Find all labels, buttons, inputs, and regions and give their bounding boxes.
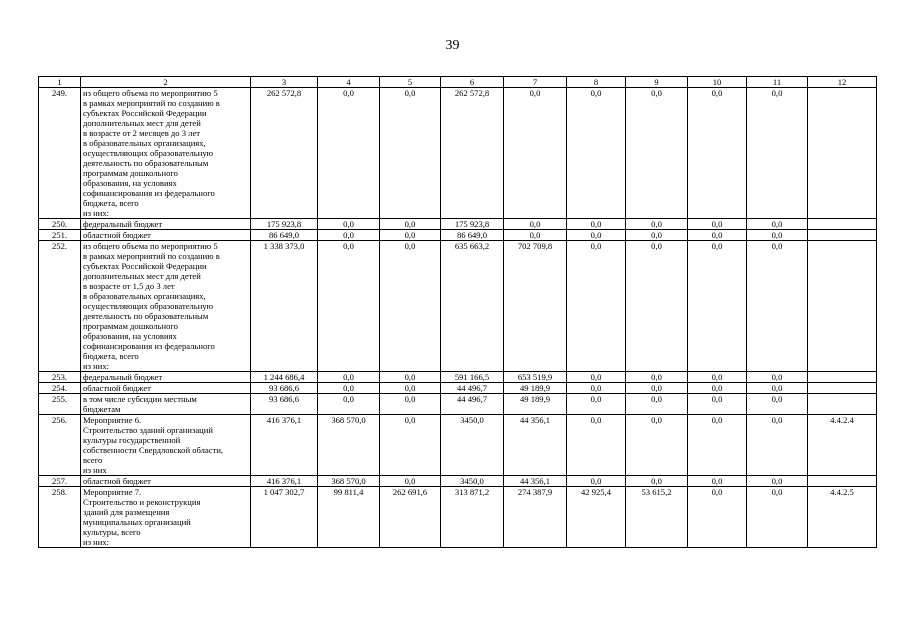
row-number: 251.: [39, 230, 81, 241]
value-cell: 0,0: [747, 476, 808, 487]
value-cell: 0,0: [688, 230, 747, 241]
value-cell: 99 811,4: [318, 487, 380, 548]
value-cell: 0,0: [504, 230, 567, 241]
value-cell: 0,0: [626, 415, 688, 476]
value-cell: 44 496,7: [441, 394, 504, 415]
row-number: 252.: [39, 241, 81, 372]
row-code: [808, 383, 877, 394]
row-code: [808, 230, 877, 241]
row-number: 255.: [39, 394, 81, 415]
table-row: [39, 383, 877, 394]
value-cell: 0,0: [688, 241, 747, 372]
table-row: [39, 241, 877, 372]
value-cell: 0,0: [318, 372, 380, 383]
value-cell: 262 572,8: [251, 88, 318, 219]
header-cell: 5: [380, 77, 441, 88]
value-cell: 0,0: [380, 415, 441, 476]
row-description: областной бюджет: [81, 230, 251, 241]
value-cell: 0,0: [688, 383, 747, 394]
value-cell: 0,0: [747, 383, 808, 394]
header-cell: 10: [688, 77, 747, 88]
table-row: [39, 487, 877, 548]
value-cell: 0,0: [626, 219, 688, 230]
value-cell: 1 338 373,0: [251, 241, 318, 372]
value-cell: 93 686,6: [251, 383, 318, 394]
row-number: 250.: [39, 219, 81, 230]
header-cell: 4: [318, 77, 380, 88]
row-description: областной бюджет: [81, 476, 251, 487]
value-cell: 0,0: [567, 372, 626, 383]
row-code: 4.4.2.5: [808, 487, 877, 548]
value-cell: 1 244 686,4: [251, 372, 318, 383]
value-cell: 0,0: [380, 383, 441, 394]
value-cell: 0,0: [747, 219, 808, 230]
row-code: [808, 219, 877, 230]
value-cell: 0,0: [747, 372, 808, 383]
value-cell: 0,0: [626, 241, 688, 372]
value-cell: 0,0: [567, 415, 626, 476]
value-cell: 44 356,1: [504, 415, 567, 476]
value-cell: 0,0: [380, 88, 441, 219]
value-cell: 0,0: [688, 487, 747, 548]
value-cell: 591 166,5: [441, 372, 504, 383]
value-cell: 0,0: [567, 476, 626, 487]
value-cell: 262 572,8: [441, 88, 504, 219]
value-cell: 0,0: [626, 394, 688, 415]
value-cell: 0,0: [504, 88, 567, 219]
value-cell: 3450,0: [441, 415, 504, 476]
value-cell: 0,0: [380, 394, 441, 415]
table-row: [39, 372, 877, 383]
value-cell: 49 189,9: [504, 383, 567, 394]
row-number: 249.: [39, 88, 81, 219]
value-cell: 0,0: [380, 476, 441, 487]
header-cell: 11: [747, 77, 808, 88]
value-cell: 0,0: [318, 88, 380, 219]
value-cell: 1 047 302,7: [251, 487, 318, 548]
row-number: 253.: [39, 372, 81, 383]
value-cell: 86 649,0: [441, 230, 504, 241]
value-cell: 0,0: [688, 476, 747, 487]
value-cell: 0,0: [318, 219, 380, 230]
row-code: [808, 88, 877, 219]
row-description: федеральный бюджет: [81, 219, 251, 230]
row-number: 257.: [39, 476, 81, 487]
row-number: 254.: [39, 383, 81, 394]
value-cell: 0,0: [626, 372, 688, 383]
header-cell: 2: [81, 77, 251, 88]
value-cell: 44 356,1: [504, 476, 567, 487]
header-cell: 12: [808, 77, 877, 88]
value-cell: 86 649,0: [251, 230, 318, 241]
value-cell: 0,0: [318, 394, 380, 415]
header-cell: 6: [441, 77, 504, 88]
table-row: [39, 415, 877, 476]
value-cell: 635 663,2: [441, 241, 504, 372]
value-cell: 3450,0: [441, 476, 504, 487]
header-cell: 7: [504, 77, 567, 88]
table-row: [39, 394, 877, 415]
row-description: в том числе субсидии местным бюджетам: [81, 394, 251, 415]
value-cell: 0,0: [747, 394, 808, 415]
value-cell: 0,0: [688, 88, 747, 219]
value-cell: 653 519,9: [504, 372, 567, 383]
value-cell: 0,0: [318, 230, 380, 241]
row-number: 256.: [39, 415, 81, 476]
value-cell: 416 376,1: [251, 476, 318, 487]
value-cell: 0,0: [747, 415, 808, 476]
value-cell: 42 925,4: [567, 487, 626, 548]
header-cell: 9: [626, 77, 688, 88]
value-cell: 0,0: [688, 372, 747, 383]
value-cell: 0,0: [567, 241, 626, 372]
table-row: [39, 88, 877, 219]
row-description: из общего объема по мероприятию 5 в рамках мероприятий по созданию в субъектах Российской Федерации дополнительных мест для детей в возрасте от 1,5 до 3 лет в образовательных организациях, осуществляющих образовательную деятельность по образовательным программам дошкольного образования, на условиях софинансирования из федерального бюджета, всего из них:: [81, 241, 251, 372]
value-cell: 416 376,1: [251, 415, 318, 476]
value-cell: 368 570,0: [318, 415, 380, 476]
value-cell: 53 615,2: [626, 487, 688, 548]
value-cell: 0,0: [747, 241, 808, 372]
row-description: областной бюджет: [81, 383, 251, 394]
value-cell: 0,0: [380, 219, 441, 230]
value-cell: 0,0: [318, 241, 380, 372]
value-cell: 0,0: [567, 394, 626, 415]
value-cell: 0,0: [380, 230, 441, 241]
header-cell: 1: [39, 77, 81, 88]
value-cell: 0,0: [567, 383, 626, 394]
value-cell: 0,0: [688, 394, 747, 415]
value-cell: 0,0: [626, 476, 688, 487]
row-code: [808, 372, 877, 383]
value-cell: 313 871,2: [441, 487, 504, 548]
value-cell: 0,0: [747, 487, 808, 548]
header-cell: 3: [251, 77, 318, 88]
value-cell: 0,0: [688, 415, 747, 476]
budget-table: [38, 76, 877, 548]
value-cell: 702 709,8: [504, 241, 567, 372]
row-code: [808, 476, 877, 487]
value-cell: 175 923,8: [441, 219, 504, 230]
value-cell: 0,0: [380, 241, 441, 372]
value-cell: 262 691,6: [380, 487, 441, 548]
table-row: [39, 476, 877, 487]
value-cell: 0,0: [747, 88, 808, 219]
row-number: 258.: [39, 487, 81, 548]
value-cell: 0,0: [688, 219, 747, 230]
row-description: федеральный бюджет: [81, 372, 251, 383]
value-cell: 0,0: [567, 219, 626, 230]
value-cell: 0,0: [504, 219, 567, 230]
row-code: [808, 394, 877, 415]
row-description: Мероприятие 6. Строительство зданий организаций культуры государственной собственности Свердловской области, всего из них: [81, 415, 251, 476]
value-cell: 0,0: [567, 230, 626, 241]
value-cell: 93 686,6: [251, 394, 318, 415]
row-description: из общего объема по мероприятию 5 в рамках мероприятий по созданию в субъектах Российской Федерации дополнительных мест для детей в возрасте от 2 месяцев до 3 лет в образовательных организациях, осуществляющих образовательную деятельность по образовательным программам дошкольного образования, на условиях софинансирования из федерального бюджета, всего из них:: [81, 88, 251, 219]
row-description: Мероприятие 7. Строительство и реконструкция зданий для размещения муниципальных организаций культуры, всего из них:: [81, 487, 251, 548]
row-code: [808, 241, 877, 372]
value-cell: 274 387,9: [504, 487, 567, 548]
table-row: [39, 219, 877, 230]
header-row: [39, 77, 877, 88]
row-code: 4.4.2.4: [808, 415, 877, 476]
value-cell: 44 496,7: [441, 383, 504, 394]
value-cell: 0,0: [626, 88, 688, 219]
value-cell: 0,0: [318, 383, 380, 394]
value-cell: 0,0: [380, 372, 441, 383]
value-cell: 0,0: [626, 230, 688, 241]
value-cell: 368 570,0: [318, 476, 380, 487]
page-number: 39: [445, 38, 460, 53]
table-row: [39, 230, 877, 241]
value-cell: 175 923,8: [251, 219, 318, 230]
header-cell: 8: [567, 77, 626, 88]
value-cell: 0,0: [567, 88, 626, 219]
value-cell: 0,0: [626, 383, 688, 394]
value-cell: 0,0: [747, 230, 808, 241]
value-cell: 49 189,9: [504, 394, 567, 415]
